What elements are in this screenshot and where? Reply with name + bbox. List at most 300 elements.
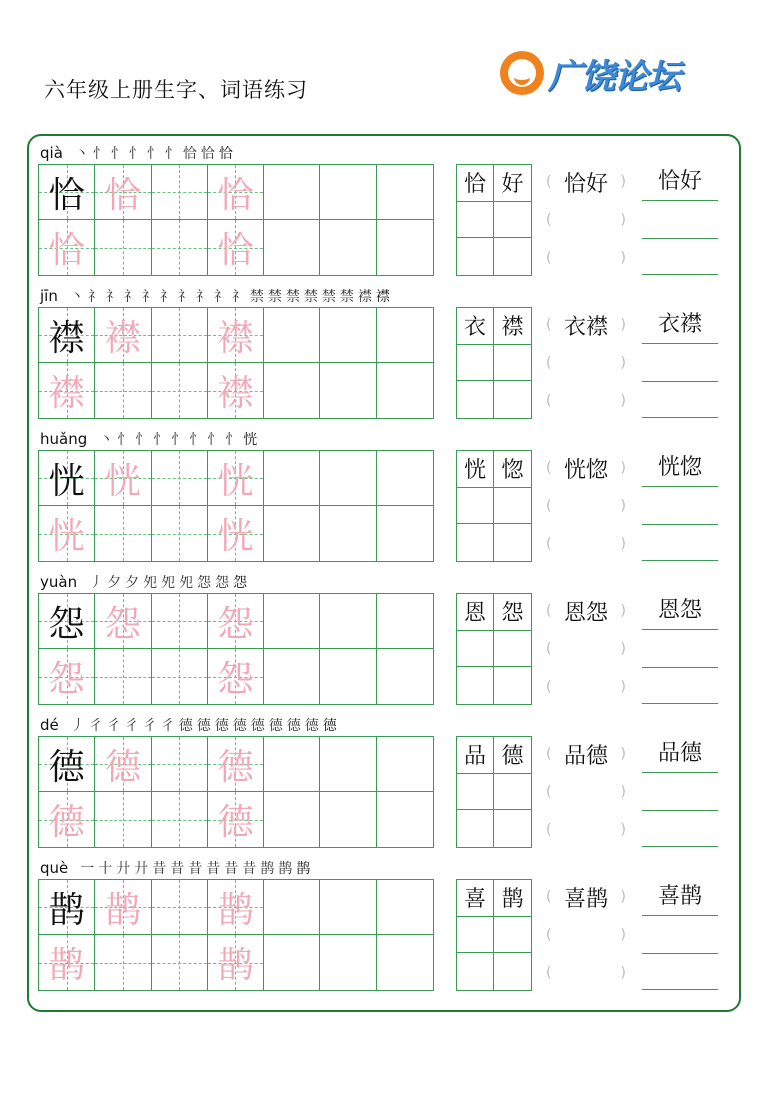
- word-cell[interactable]: [494, 381, 531, 418]
- writing-line[interactable]: [642, 200, 718, 201]
- underline-column: [642, 307, 718, 419]
- stroke-step: 丶: [99, 432, 114, 448]
- char-section: [0, 565, 780, 707]
- stroke-step: 昔: [242, 861, 257, 877]
- word-cell[interactable]: [494, 810, 531, 847]
- line-word: 恩怨: [657, 598, 702, 623]
- stroke-step: 丶: [69, 289, 84, 305]
- writing-line[interactable]: [642, 274, 718, 275]
- writing-cell[interactable]: [95, 506, 151, 561]
- model-char: 襟: [48, 317, 85, 359]
- paren-row[interactable]: [546, 205, 626, 235]
- writing-cell[interactable]: [95, 737, 151, 792]
- underline-column: [642, 450, 718, 562]
- trace-char: 襟: [104, 317, 141, 359]
- writing-cell[interactable]: [39, 451, 95, 506]
- writing-cell[interactable]: [39, 880, 95, 935]
- close-paren: ): [620, 641, 626, 657]
- word-cell[interactable]: [457, 667, 494, 704]
- stroke-step: 禁: [303, 289, 318, 305]
- close-paren: ): [620, 460, 626, 476]
- stroke-step: 礻: [177, 289, 192, 305]
- open-paren: (: [546, 679, 552, 695]
- writing-cell[interactable]: [152, 363, 208, 418]
- writing-line[interactable]: [642, 810, 718, 811]
- writing-line[interactable]: [642, 486, 718, 487]
- writing-line[interactable]: [642, 703, 718, 704]
- writing-cell[interactable]: [208, 451, 264, 506]
- stroke-step: 忄: [110, 146, 125, 162]
- paren-row[interactable]: [546, 348, 626, 378]
- word-cell[interactable]: [457, 488, 494, 525]
- writing-cell[interactable]: [208, 737, 264, 792]
- pinyin-label: jīn: [40, 287, 58, 305]
- word-cell[interactable]: [457, 953, 494, 990]
- writing-cell[interactable]: [264, 363, 320, 418]
- writing-line[interactable]: [642, 238, 718, 239]
- word-cell[interactable]: [457, 202, 494, 239]
- trace-char: 恍: [104, 460, 141, 502]
- trace-char: 襟: [217, 317, 254, 359]
- stroke-step: 昔: [170, 861, 185, 877]
- writing-line[interactable]: [642, 846, 718, 847]
- open-paren: (: [546, 250, 552, 266]
- stroke-step: 忄: [128, 146, 143, 162]
- stroke-step: 恍: [243, 432, 258, 448]
- writing-cell[interactable]: [377, 451, 433, 506]
- writing-cell[interactable]: [264, 506, 320, 561]
- stroke-step: 恰: [182, 146, 197, 162]
- stroke-step: 丶: [74, 146, 89, 162]
- word-cell[interactable]: 恩: [457, 594, 494, 631]
- stroke-step: 禁: [249, 289, 264, 305]
- paren-column: [546, 593, 626, 705]
- writing-line[interactable]: [642, 915, 718, 916]
- close-paren: ): [620, 822, 626, 838]
- word-cell[interactable]: [457, 524, 494, 561]
- paren-row[interactable]: [546, 777, 626, 807]
- writing-cell[interactable]: [95, 880, 151, 935]
- stroke-step: 丿: [89, 575, 104, 591]
- writing-cell[interactable]: [152, 737, 208, 792]
- stroke-step: 夕: [125, 575, 140, 591]
- writing-cell[interactable]: [208, 935, 264, 990]
- open-paren: (: [546, 212, 552, 228]
- logo-text: 广饶论坛: [548, 56, 680, 97]
- open-paren: (: [546, 536, 552, 552]
- paren-row[interactable]: [546, 453, 626, 483]
- stroke-step: 礻: [159, 289, 174, 305]
- writing-cell[interactable]: [320, 935, 376, 990]
- writing-cell[interactable]: [264, 935, 320, 990]
- stroke-step: 鹊: [296, 861, 311, 877]
- word-grid: [456, 736, 532, 848]
- line-word: 品德: [657, 741, 702, 766]
- stroke-step: 忄: [164, 146, 179, 162]
- writing-cell[interactable]: [95, 451, 151, 506]
- stroke-step: 一: [80, 861, 95, 877]
- open-paren: (: [546, 355, 552, 371]
- writing-cell[interactable]: [152, 308, 208, 363]
- writing-cell[interactable]: [39, 165, 95, 220]
- writing-cell[interactable]: [264, 880, 320, 935]
- char-section: [0, 422, 780, 564]
- stroke-step: 礻: [105, 289, 120, 305]
- writing-line[interactable]: [642, 629, 718, 630]
- word-cell[interactable]: 恍: [457, 451, 494, 488]
- writing-cell[interactable]: [208, 363, 264, 418]
- open-paren: (: [546, 460, 552, 476]
- writing-cell[interactable]: [152, 880, 208, 935]
- writing-cell[interactable]: [320, 506, 376, 561]
- word-cell[interactable]: [494, 917, 531, 954]
- word-cell[interactable]: 惚: [494, 451, 531, 488]
- stroke-step: 德: [178, 718, 193, 734]
- writing-grid: [38, 307, 434, 419]
- model-char: 恍: [48, 460, 85, 502]
- writing-cell[interactable]: [39, 792, 95, 847]
- writing-cell[interactable]: [377, 363, 433, 418]
- writing-cell[interactable]: [208, 649, 264, 704]
- stroke-step: 礻: [87, 289, 102, 305]
- writing-cell[interactable]: [377, 649, 433, 704]
- writing-line[interactable]: [642, 381, 718, 382]
- writing-cell[interactable]: [208, 880, 264, 935]
- stroke-step: 忄: [135, 432, 150, 448]
- writing-cell[interactable]: [208, 308, 264, 363]
- writing-cell[interactable]: [95, 792, 151, 847]
- paren-row[interactable]: [546, 882, 626, 912]
- writing-cell[interactable]: [377, 165, 433, 220]
- writing-cell[interactable]: [377, 737, 433, 792]
- word-cell[interactable]: [457, 345, 494, 382]
- page-title: 六年级上册生字、词语练习: [44, 78, 308, 102]
- stroke-step: 襟: [357, 289, 372, 305]
- stroke-order-line: [40, 714, 337, 736]
- paren-row[interactable]: [546, 310, 626, 340]
- line-word: 恰好: [657, 169, 702, 194]
- word-cell[interactable]: [457, 774, 494, 811]
- pinyin-label: yuàn: [40, 573, 78, 591]
- writing-line[interactable]: [642, 953, 718, 954]
- word-cell[interactable]: 品: [457, 737, 494, 774]
- open-paren: (: [546, 498, 552, 514]
- word-grid: [456, 164, 532, 276]
- writing-cell[interactable]: [208, 165, 264, 220]
- writing-cell[interactable]: [377, 308, 433, 363]
- writing-cell[interactable]: [152, 935, 208, 990]
- close-paren: ): [620, 927, 626, 943]
- writing-cell[interactable]: [320, 451, 376, 506]
- paren-row[interactable]: [546, 634, 626, 664]
- trace-char: 德: [217, 746, 254, 788]
- trace-char: 德: [48, 802, 85, 843]
- stroke-step: 彳: [160, 718, 175, 734]
- paren-row[interactable]: [546, 491, 626, 521]
- word-grid: [456, 879, 532, 991]
- stroke-step: 廾: [116, 861, 131, 877]
- close-paren: ): [620, 679, 626, 695]
- stroke-step: 恰: [218, 146, 233, 162]
- model-char: 怨: [48, 603, 85, 645]
- writing-cell[interactable]: [264, 451, 320, 506]
- close-paren: ): [620, 536, 626, 552]
- writing-cell[interactable]: [39, 649, 95, 704]
- stroke-step: 丿: [70, 718, 85, 734]
- open-paren: (: [546, 174, 552, 190]
- word-cell[interactable]: [494, 631, 531, 668]
- stroke-step: 忄: [207, 432, 222, 448]
- underline-column: [642, 593, 718, 705]
- writing-line[interactable]: [642, 772, 718, 773]
- writing-cell[interactable]: [320, 363, 376, 418]
- writing-cell[interactable]: [377, 506, 433, 561]
- close-paren: ): [620, 393, 626, 409]
- trace-char: 恍: [48, 516, 85, 557]
- word-cell[interactable]: [494, 202, 531, 239]
- line-word: 衣襟: [657, 312, 702, 337]
- trace-char: 襟: [217, 373, 254, 414]
- close-paren: ): [620, 355, 626, 371]
- writing-cell[interactable]: [320, 594, 376, 649]
- stroke-step: 德: [232, 718, 247, 734]
- word-cell[interactable]: 喜: [457, 880, 494, 917]
- trace-char: 德: [217, 802, 254, 843]
- stroke-step: 夕: [107, 575, 122, 591]
- stroke-step: 廾: [134, 861, 149, 877]
- stroke-step: 德: [196, 718, 211, 734]
- writing-line[interactable]: [642, 417, 718, 418]
- writing-cell[interactable]: [377, 594, 433, 649]
- stroke-step: 德: [250, 718, 265, 734]
- stroke-step: 十: [98, 861, 113, 877]
- word-cell[interactable]: [457, 381, 494, 418]
- stroke-step: 怨: [197, 575, 212, 591]
- writing-cell[interactable]: [264, 792, 320, 847]
- trace-char: 恰: [217, 230, 254, 271]
- writing-cell[interactable]: [320, 220, 376, 275]
- word-cell[interactable]: [494, 953, 531, 990]
- writing-cell[interactable]: [320, 792, 376, 847]
- model-char: 鹊: [48, 889, 85, 931]
- word-cell[interactable]: 恰: [457, 165, 494, 202]
- word-cell[interactable]: [457, 810, 494, 847]
- close-paren: ): [620, 784, 626, 800]
- word-cell[interactable]: 衣: [457, 308, 494, 345]
- stroke-step: 昔: [224, 861, 239, 877]
- char-section: [0, 708, 780, 850]
- stroke-step: 德: [268, 718, 283, 734]
- paren-word: 衣襟: [563, 314, 608, 340]
- writing-cell[interactable]: [95, 363, 151, 418]
- paren-row[interactable]: [546, 243, 626, 273]
- writing-cell[interactable]: [377, 935, 433, 990]
- paren-row[interactable]: [546, 596, 626, 626]
- line-word: 喜鹊: [657, 884, 702, 909]
- close-paren: ): [620, 889, 626, 905]
- writing-cell[interactable]: [264, 220, 320, 275]
- model-char: 恰: [48, 174, 85, 216]
- writing-line[interactable]: [642, 343, 718, 344]
- stroke-step: 禁: [339, 289, 354, 305]
- paren-column: [546, 307, 626, 419]
- writing-cell[interactable]: [152, 506, 208, 561]
- underline-column: [642, 164, 718, 276]
- stroke-step: 彳: [142, 718, 157, 734]
- writing-cell[interactable]: [377, 792, 433, 847]
- paren-row[interactable]: [546, 529, 626, 559]
- open-paren: (: [546, 965, 552, 981]
- writing-cell[interactable]: [208, 594, 264, 649]
- writing-cell[interactable]: [320, 737, 376, 792]
- paren-row[interactable]: [546, 958, 626, 988]
- writing-cell[interactable]: [95, 165, 151, 220]
- pinyin-label: huǎng: [40, 430, 88, 448]
- word-grid: [456, 450, 532, 562]
- writing-cell[interactable]: [152, 594, 208, 649]
- trace-char: 怨: [217, 603, 254, 645]
- trace-char: 鹊: [48, 945, 85, 986]
- writing-grid: [38, 164, 434, 276]
- writing-grid: [38, 593, 434, 705]
- writing-cell[interactable]: [39, 935, 95, 990]
- writing-cell[interactable]: [264, 737, 320, 792]
- char-section: [0, 279, 780, 421]
- paren-column: [546, 450, 626, 562]
- writing-cell[interactable]: [39, 363, 95, 418]
- writing-cell[interactable]: [264, 649, 320, 704]
- writing-line[interactable]: [642, 667, 718, 668]
- trace-char: 德: [104, 746, 141, 788]
- trace-char: 恍: [217, 516, 254, 557]
- word-cell[interactable]: [494, 667, 531, 704]
- trace-char: 怨: [104, 603, 141, 645]
- writing-line[interactable]: [642, 560, 718, 561]
- pinyin-label: qià: [40, 144, 63, 162]
- trace-char: 鹊: [104, 889, 141, 931]
- pinyin-label: dé: [40, 716, 59, 734]
- open-paren: (: [546, 927, 552, 943]
- paren-word: 恍惚: [563, 457, 608, 483]
- word-cell[interactable]: [457, 238, 494, 275]
- stroke-step: 禁: [285, 289, 300, 305]
- word-cell[interactable]: [494, 774, 531, 811]
- underline-column: [642, 879, 718, 991]
- stroke-step: 禁: [267, 289, 282, 305]
- writing-cell[interactable]: [39, 220, 95, 275]
- paren-row[interactable]: [546, 672, 626, 702]
- writing-cell[interactable]: [264, 594, 320, 649]
- stroke-step: 昔: [206, 861, 221, 877]
- close-paren: ): [620, 498, 626, 514]
- stroke-step: 忄: [225, 432, 240, 448]
- open-paren: (: [546, 603, 552, 619]
- paren-row[interactable]: [546, 739, 626, 769]
- paren-row[interactable]: [546, 920, 626, 950]
- writing-cell[interactable]: [95, 308, 151, 363]
- writing-cell[interactable]: [39, 594, 95, 649]
- stroke-step: 德: [214, 718, 229, 734]
- trace-char: 恍: [217, 460, 254, 502]
- writing-cell[interactable]: [95, 935, 151, 990]
- writing-cell[interactable]: [152, 220, 208, 275]
- writing-cell[interactable]: [377, 880, 433, 935]
- paren-row[interactable]: [546, 167, 626, 197]
- writing-line[interactable]: [642, 989, 718, 990]
- writing-grid: [38, 736, 434, 848]
- stroke-step: 德: [286, 718, 301, 734]
- paren-row[interactable]: [546, 815, 626, 845]
- writing-cell[interactable]: [320, 308, 376, 363]
- writing-cell[interactable]: [39, 737, 95, 792]
- word-cell[interactable]: [457, 917, 494, 954]
- word-cell[interactable]: 鹊: [494, 880, 531, 917]
- underline-column: [642, 736, 718, 848]
- writing-cell[interactable]: [264, 308, 320, 363]
- word-cell[interactable]: 好: [494, 165, 531, 202]
- word-cell[interactable]: [494, 345, 531, 382]
- word-cell[interactable]: 德: [494, 737, 531, 774]
- pinyin-label: què: [40, 859, 69, 877]
- writing-cell[interactable]: [320, 165, 376, 220]
- writing-cell[interactable]: [208, 220, 264, 275]
- writing-cell[interactable]: [208, 506, 264, 561]
- close-paren: ): [620, 317, 626, 333]
- paren-row[interactable]: [546, 386, 626, 416]
- writing-cell[interactable]: [152, 649, 208, 704]
- writing-cell[interactable]: [264, 165, 320, 220]
- word-cell[interactable]: 怨: [494, 594, 531, 631]
- trace-char: 怨: [48, 659, 85, 700]
- writing-cell[interactable]: [208, 792, 264, 847]
- word-cell[interactable]: [494, 238, 531, 275]
- trace-char: 襟: [48, 373, 85, 414]
- char-section: [0, 851, 780, 993]
- writing-line[interactable]: [642, 524, 718, 525]
- paren-word: 恰好: [563, 171, 608, 197]
- writing-cell[interactable]: [320, 649, 376, 704]
- writing-cell[interactable]: [152, 792, 208, 847]
- word-cell[interactable]: [457, 631, 494, 668]
- writing-cell[interactable]: [95, 649, 151, 704]
- paren-word: 恩怨: [563, 600, 608, 626]
- word-cell[interactable]: 襟: [494, 308, 531, 345]
- word-grid: [456, 593, 532, 705]
- open-paren: (: [546, 317, 552, 333]
- writing-cell[interactable]: [152, 165, 208, 220]
- stroke-step: 昔: [188, 861, 203, 877]
- word-cell[interactable]: [494, 488, 531, 525]
- close-paren: ): [620, 174, 626, 190]
- open-paren: (: [546, 889, 552, 905]
- writing-cell[interactable]: [152, 451, 208, 506]
- stroke-order-line: [40, 428, 257, 450]
- writing-cell[interactable]: [39, 506, 95, 561]
- close-paren: ): [620, 250, 626, 266]
- stroke-order-line: [40, 142, 233, 164]
- writing-cell[interactable]: [39, 308, 95, 363]
- writing-cell[interactable]: [95, 220, 151, 275]
- writing-cell[interactable]: [377, 220, 433, 275]
- paren-word: 喜鹊: [563, 886, 608, 912]
- stroke-step: 怨: [215, 575, 230, 591]
- stroke-step: 德: [304, 718, 319, 734]
- stroke-step: 礻: [141, 289, 156, 305]
- writing-cell[interactable]: [320, 880, 376, 935]
- word-cell[interactable]: [494, 524, 531, 561]
- logo: [500, 48, 680, 98]
- writing-cell[interactable]: [95, 594, 151, 649]
